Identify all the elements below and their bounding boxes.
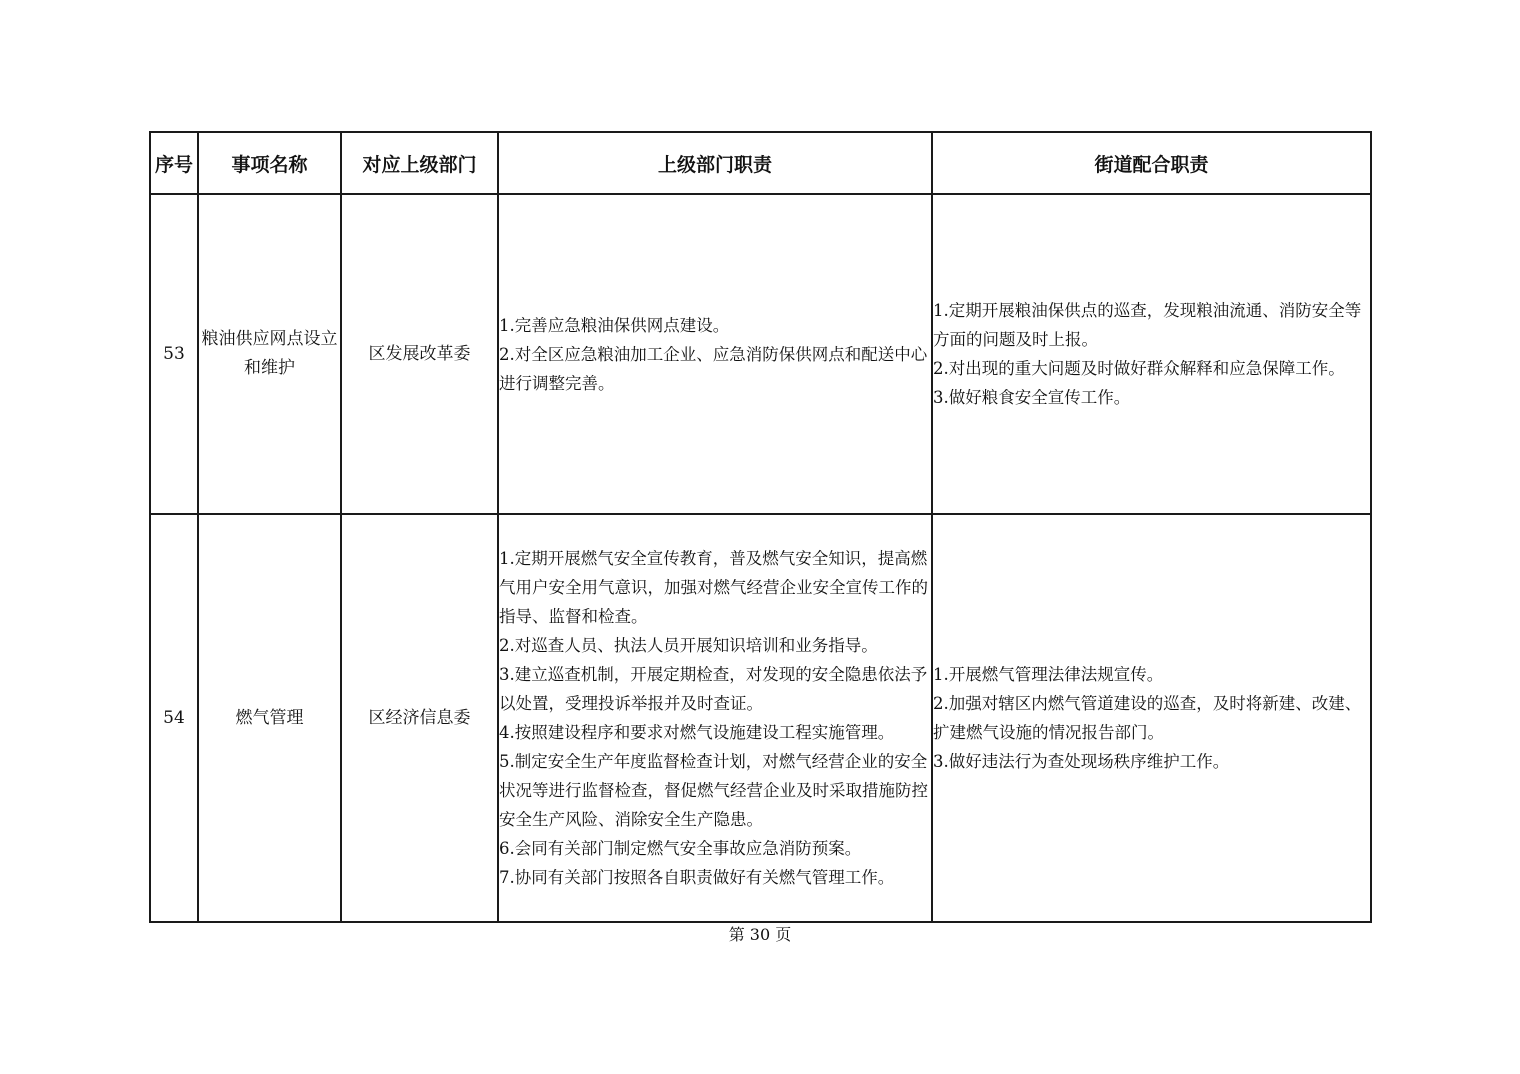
department-cell: 区经济信息委	[341, 514, 498, 922]
item-name-cell: 粮油供应网点设立和维护	[198, 194, 341, 514]
duty-item: 3.做好粮食安全宣传工作。	[933, 388, 1131, 407]
duty-item: 1.开展燃气管理法律法规宣传。	[933, 665, 1164, 684]
duty-item: 3.建立巡查机制，开展定期检查，对发现的安全隐患依法予以处置，受理投诉举报并及时查证。	[499, 665, 928, 713]
item-name-cell: 燃气管理	[198, 514, 341, 922]
duty-item: 1.定期开展燃气安全宣传教育，普及燃气安全知识，提高燃气用户安全用气意识，加强对燃气经营企业安全宣传工作的指导、监督和检查。	[499, 549, 928, 626]
department-cell: 区发展改革委	[341, 194, 498, 514]
duty-item: 7.协同有关部门按照各自职责做好有关燃气管理工作。	[499, 868, 895, 887]
duty-item: 1.完善应急粮油保供网点建设。	[499, 315, 730, 335]
header-serial-number: 序号	[150, 132, 198, 194]
duty-item: 2.加强对辖区内燃气管道建设的巡查，及时将新建、改建、扩建燃气设施的情况报告部门。	[933, 694, 1362, 742]
table-row	[150, 194, 1371, 514]
duty-item: 6.会同有关部门制定燃气安全事故应急消防预案。	[499, 839, 862, 858]
duty-item: 2.对巡查人员、执法人员开展知识培训和业务指导。	[499, 636, 878, 655]
department-duties-cell	[498, 194, 932, 514]
duty-table-wrapper	[149, 131, 1370, 923]
duty-item: 1.定期开展粮油保供点的巡查，发现粮油流通、消防安全等方面的问题及时上报。	[933, 301, 1362, 349]
serial-number-cell: 54	[150, 514, 198, 922]
duty-item: 5.制定安全生产年度监督检查计划，对燃气经营企业的安全状况等进行监督检查，督促燃气经营企业及时采取措施防控安全生产风险、消除安全生产隐患。	[499, 752, 928, 829]
header-department-duties: 上级部门职责	[498, 132, 932, 194]
street-duties-cell	[932, 194, 1371, 514]
street-duties-cell	[932, 514, 1371, 922]
header-item-name: 事项名称	[198, 132, 341, 194]
duty-table	[149, 131, 1372, 923]
table-row	[150, 514, 1371, 922]
page-number: 第 30 页	[728, 925, 792, 944]
header-street-duties: 街道配合职责	[932, 132, 1371, 194]
duty-item: 4.按照建设程序和要求对燃气设施建设工程实施管理。	[499, 723, 895, 742]
duty-item: 2.对全区应急粮油加工企业、应急消防保供网点和配送中心进行调整完善。	[499, 344, 928, 393]
header-department: 对应上级部门	[341, 132, 498, 194]
duty-item: 2.对出现的重大问题及时做好群众解释和应急保障工作。	[933, 359, 1345, 378]
duty-item: 3.做好违法行为查处现场秩序维护工作。	[933, 752, 1230, 771]
table-header-row	[150, 132, 1371, 194]
department-duties-cell	[498, 514, 932, 922]
serial-number-cell: 53	[150, 194, 198, 514]
